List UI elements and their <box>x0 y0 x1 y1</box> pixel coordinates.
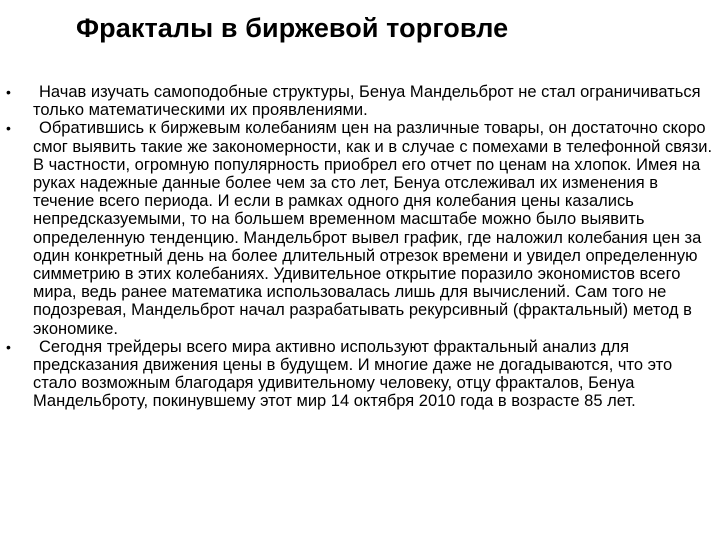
bullet-item-3 <box>6 338 714 411</box>
bullet-marker: • <box>6 338 11 355</box>
bullet-marker: • <box>6 84 11 100</box>
bullet-text: Начав изучать самоподобные структуры, Бенуа Мандельброт не стал ограничиваться только математическими их проявлениями. <box>33 83 701 120</box>
bullet-list <box>6 83 714 411</box>
bullet-text: Обратившись к биржевым колебаниям цен на различные товары, он достаточно скоро смог выявить такие же закономерности, как и в случае с помехами в телефонной связи. В частности, огромную популярность приобрел его отчет по ценам на хлопок. Имея на руках надежные данные более чем за сто лет, Бенуа отслеживал их изменения в течение всего периода. И если в рамках одного дня колебания цены казались непредсказуемыми, то на большем временном масштабе можно было выявить определенную тенденцию. Мандельброт вывел график, где наложил колебания цен за один конкретный день на более длительный отрезок времени и увидел определенную симметрию в этих колебаниях. Удивительное открытие поразило экономистов всего мира, ведь ранее математика использовалась лишь для вычислений. Сам того не подозревая, Мандельброт начал разрабатывать рекурсивный (фрактальный) метод в экономике. <box>33 119 713 338</box>
bullet-item-2 <box>6 119 714 337</box>
bullet-marker: • <box>6 120 11 137</box>
bullet-text: Сегодня трейдеры всего мира активно используют фрактальный анализ для предсказания движения цены в будущем. И многие даже не догадываются, что это стало возможным благодаря удивительному человеку, отцу фракталов, Бенуа Мандельброту, покинувшему этот мир 14 октября 2010 года в возрасте 85 лет. <box>33 337 673 411</box>
bullet-item-1 <box>6 83 714 119</box>
slide-title: Фракталы в биржевой торговле <box>76 13 509 43</box>
